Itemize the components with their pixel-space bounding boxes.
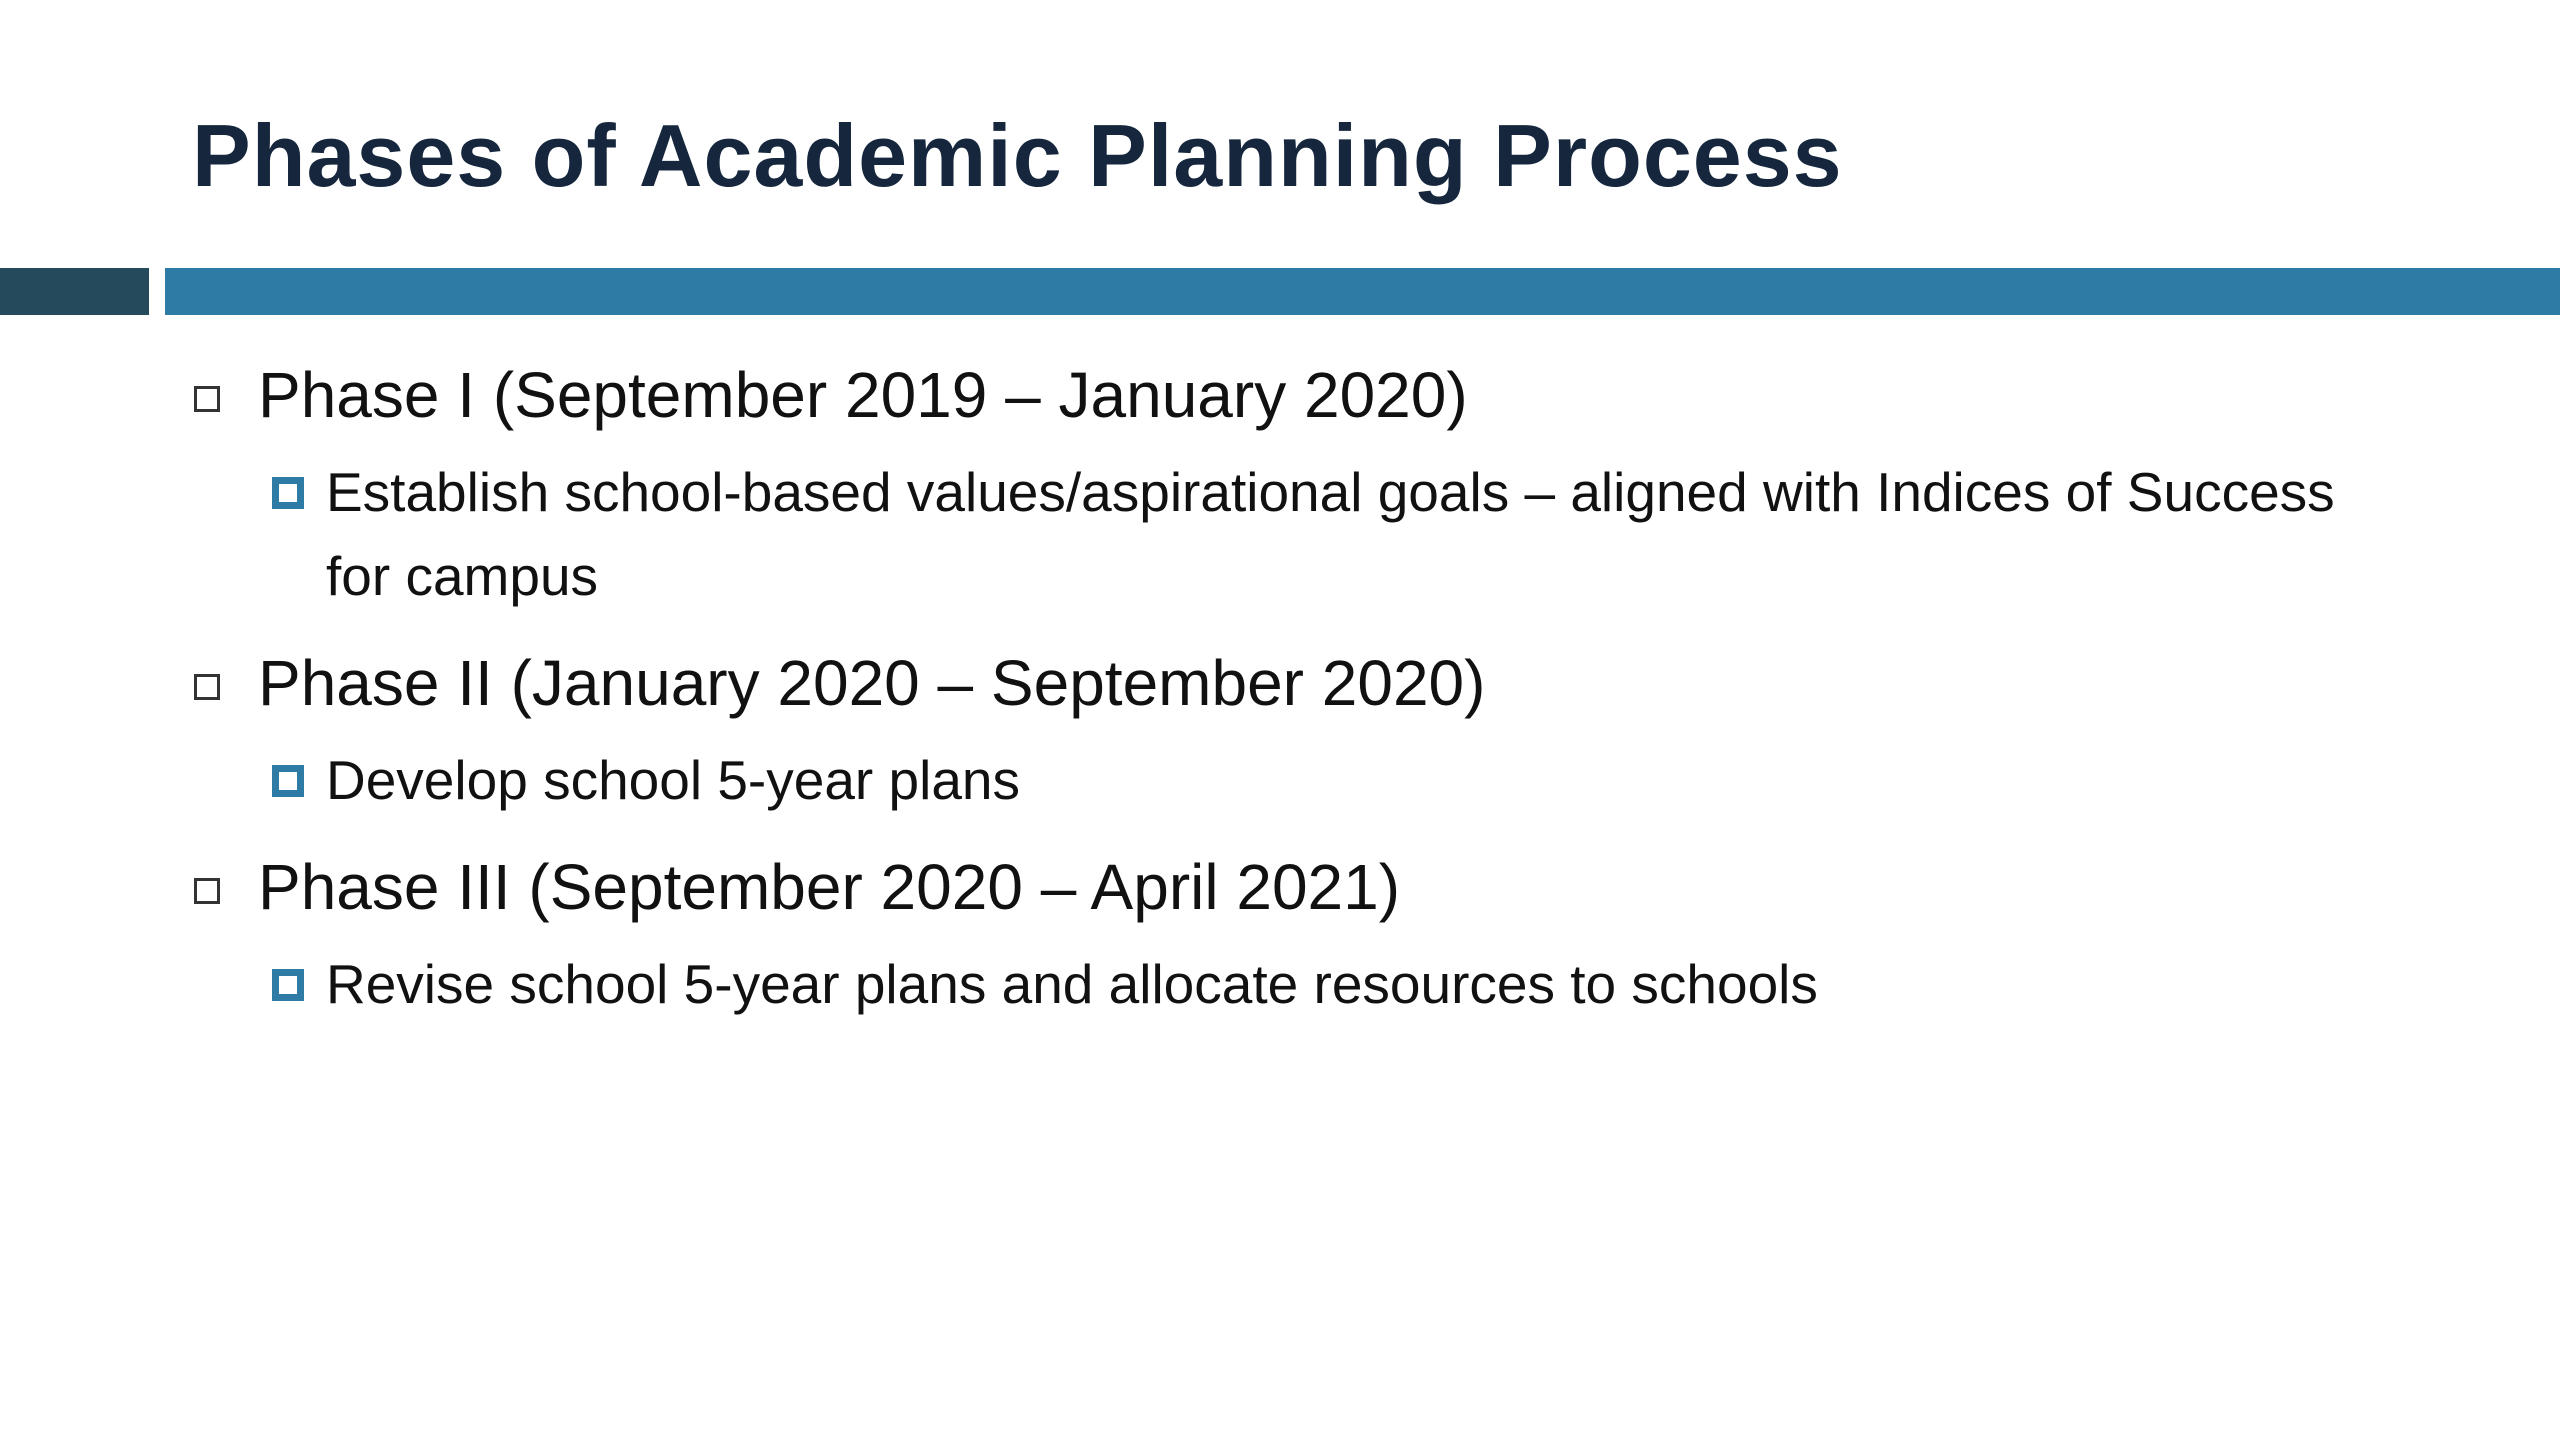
title-divider-bar-dark [0,268,149,315]
phase-3-heading: Phase III (September 2020 – April 2021) [258,851,1401,923]
square-bullet-icon [272,477,304,509]
phase-2-heading: Phase II (January 2020 – September 2020) [258,647,1486,719]
square-bullet-icon [272,765,304,797]
hollow-square-icon [194,878,220,904]
hollow-square-icon [194,386,220,412]
slide-title: Phases of Academic Planning Process [192,106,1843,205]
bullet-list [192,340,2412,1036]
square-bullet-icon [272,969,304,1001]
phase-3-detail: Revise school 5-year plans and allocate resources to schools [326,953,1818,1015]
phase-3-detail-item [192,942,2412,1026]
phase-1-detail-item [192,450,2412,618]
hollow-square-icon [194,674,220,700]
phase-2-detail-item [192,738,2412,822]
phase-3-item [192,832,2412,942]
phase-1-detail: Establish school-based values/aspirational goals – aligned with Indices of Success for campus [326,461,2335,607]
phase-1-heading: Phase I (September 2019 – January 2020) [258,359,1468,431]
phase-2-detail: Develop school 5-year plans [326,749,1020,811]
title-divider-bar [165,268,2560,315]
phase-1-item [192,340,2412,450]
phase-2-item [192,628,2412,738]
